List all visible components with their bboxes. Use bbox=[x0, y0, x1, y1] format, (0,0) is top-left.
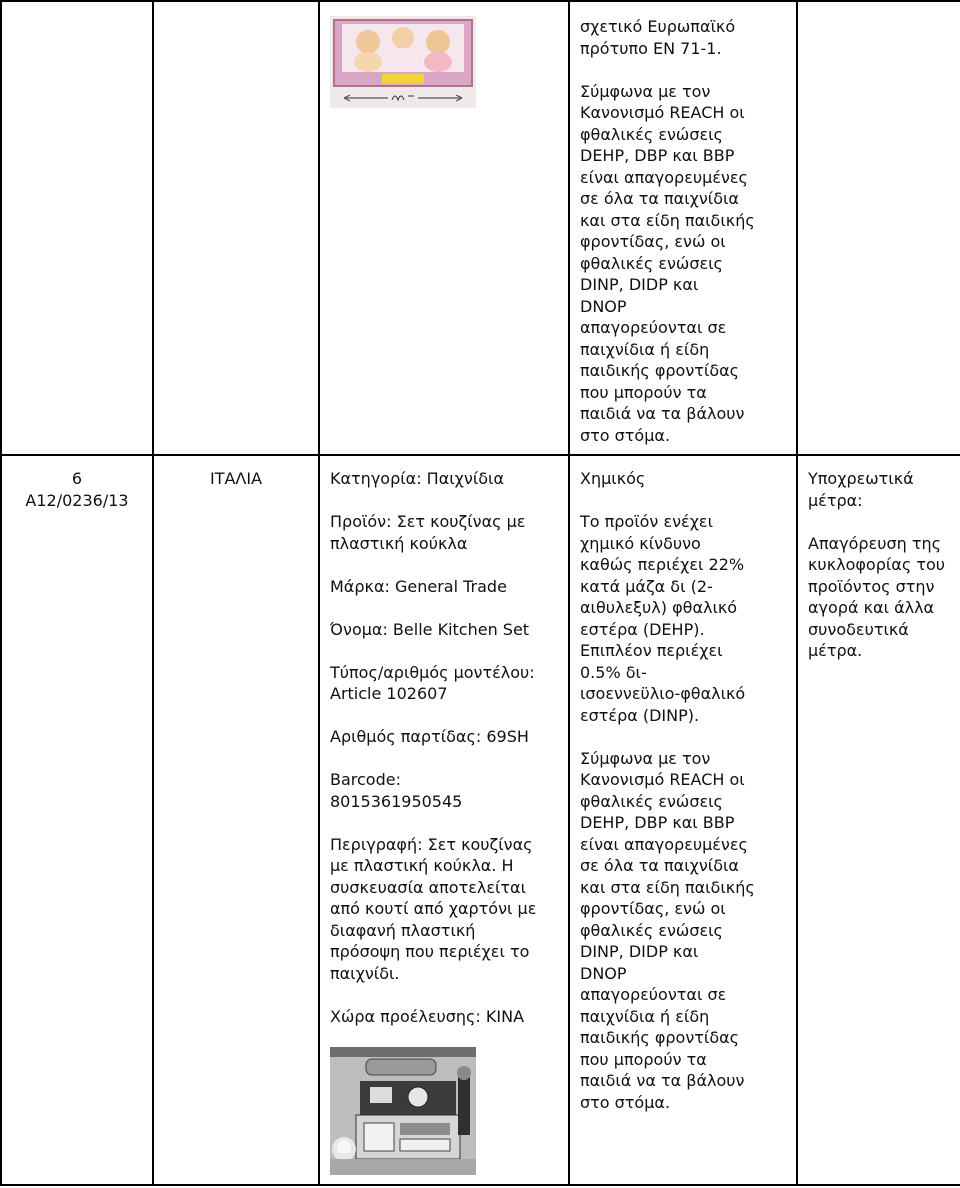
table-row bbox=[1, 1, 960, 455]
cell-country bbox=[153, 455, 319, 1185]
risk-regulation-text: Σύμφωνα με τον Κανονισμό REACH οι φθαλικές ενώσεις DEHP, DBP και BBP είναι απαγορευμένες σε όλα τα παιχνίδια και στα είδη παιδικής φροντίδας, ενώ οι φθαλικές ενώσεις DINP, DIDP και DNOP απαγορεύονται σε παιχνίδια ή είδη παιδικής φροντίδας που μπορούν τα παιδιά να τα βάλουν στο στόμα. bbox=[580, 81, 755, 445]
product-brand: Μάρκα: General Trade bbox=[330, 576, 507, 596]
table-row bbox=[1, 455, 960, 1185]
product-type: Προϊόν: Σετ κουζίνας με πλαστική κούκλα bbox=[330, 512, 526, 553]
product-photo-dolls bbox=[330, 16, 476, 108]
cell-risk bbox=[569, 1, 797, 455]
cell-measures bbox=[797, 1, 960, 455]
cell-product bbox=[319, 1, 569, 455]
risk-regulation-text: Σύμφωνα με τον Κανονισμό REACH οι φθαλικές ενώσεις DEHP, DBP και BBP είναι απαγορευμένες σε όλα τα παιχνίδια και στα είδη παιδικής φροντίδας, ενώ οι φθαλικές ενώσεις DINP, DIDP και DNOP απαγορεύονται σε παιχνίδια ή είδη παιδικής φροντίδας που μπορούν τα παιδιά να τα βάλουν στο στόμα. bbox=[580, 748, 755, 1112]
alert-number: 6 bbox=[71, 469, 83, 488]
product-name: Όνομα: Belle Kitchen Set bbox=[330, 619, 530, 639]
measures-description: Απαγόρευση της κυκλοφορίας του προϊόντος στην αγορά και άλλα συνοδευτικά μέτρα. bbox=[808, 533, 945, 660]
cell-number bbox=[1, 455, 153, 1185]
cell-measures bbox=[797, 455, 960, 1185]
product-batch: Αριθμός παρτίδας: 69SH bbox=[330, 727, 529, 746]
risk-type: Χημικός bbox=[580, 469, 646, 488]
product-origin: Χώρα προέλευσης: ΚΙΝΑ bbox=[330, 1006, 525, 1026]
product-barcode: Barcode: 8015361950545 bbox=[330, 770, 463, 811]
risk-standard-text: σχετικό Ευρωπαϊκό πρότυπο EN 71-1. bbox=[580, 17, 736, 58]
cell-risk bbox=[569, 455, 797, 1185]
cell-number bbox=[1, 1, 153, 455]
product-description: Περιγραφή: Σετ κουζίνας με πλαστική κούκλα. Η συσκευασία αποτελείται από κουτί από χαρτόνι με διαφανή πλαστική πρόσοψη που περιέχει το παιχνίδι. bbox=[330, 834, 537, 983]
product-photo-kitchen-set bbox=[330, 1047, 476, 1175]
risk-description: Το προϊόν ενέχει χημικό κίνδυνο καθώς περιέχει 22% κατά μάζα δι (2- αιθυλεξυλ) φθαλικό εστέρα (DEHP). Επιπλέον περιέχει 0.5% δι- ισοεννεϋλιο-φθαλικό εστέρα (DINP). bbox=[580, 512, 746, 725]
alert-reference: A12/0236/13 bbox=[25, 490, 129, 510]
cell-product bbox=[319, 455, 569, 1185]
notifying-country: ΙΤΑΛΙΑ bbox=[209, 469, 263, 488]
product-category: Κατηγορία: Παιχνίδια bbox=[330, 469, 504, 488]
product-model: Τύπος/αριθμός μοντέλου: Article 102607 bbox=[330, 662, 535, 703]
measures-type: Υποχρεωτικά μέτρα: bbox=[808, 469, 914, 510]
cell-country bbox=[153, 1, 319, 455]
